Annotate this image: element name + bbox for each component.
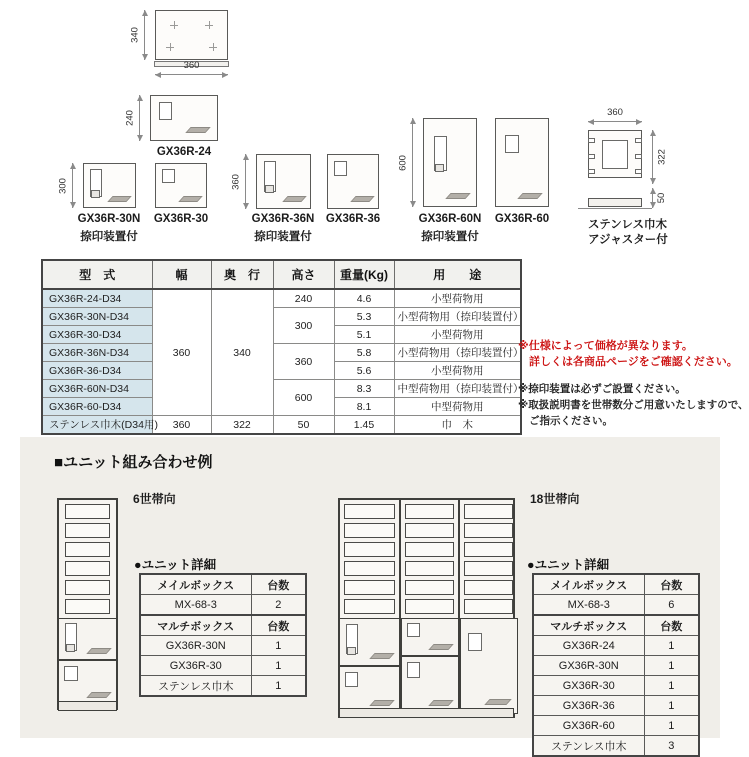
mail-slot — [464, 504, 513, 519]
frame-opening — [602, 140, 628, 169]
mail-slot — [65, 523, 110, 538]
height-cell: 50 — [273, 416, 334, 435]
mount-tab — [588, 169, 595, 174]
dimension-322: 322 — [652, 130, 653, 184]
mail-slot — [405, 542, 454, 557]
weight-cell: 5.3 — [334, 308, 394, 326]
ground-line — [578, 208, 652, 209]
door-handle — [369, 653, 394, 659]
weight-cell: 5.1 — [334, 326, 394, 344]
unit-outline — [155, 163, 207, 208]
dimension-300: 300 — [72, 163, 73, 208]
door-gx36r-30 — [58, 660, 117, 705]
door-handle — [428, 644, 453, 650]
window — [468, 633, 482, 651]
bullet-icon: ● — [527, 558, 535, 572]
stamp-device — [265, 185, 274, 193]
dimension-360: 360 — [155, 74, 228, 75]
mail-slot — [464, 599, 513, 614]
use-cell: 中型荷物用（捺印装置付） — [394, 380, 521, 398]
window — [64, 666, 78, 681]
window — [159, 102, 172, 120]
weight-cell: 5.8 — [334, 344, 394, 362]
mail-slot — [344, 523, 395, 538]
detail-row: GX36R-24 1 — [533, 636, 699, 656]
use-cell: 小型荷物用 — [394, 326, 521, 344]
door-handle — [369, 700, 394, 706]
dimension-360: 360 — [245, 154, 246, 209]
detail-row: GX36R-30 1 — [140, 656, 306, 676]
mount-tab — [588, 138, 595, 143]
door-handle — [86, 648, 111, 654]
door-gx36r-30n — [58, 618, 117, 660]
mount-tab — [635, 169, 642, 174]
catalog-page: 340 360 240 GX36R-24 300 GX36R-30N 捺印装置付 GX36R-30 360 GX36R-36N 捺印装置付 GX36R-36 600 GX36R-60N 捺印装置付 GX36R-60 360 322 50 ステンレス巾木 アジャスター付 型 式 幅 奥 行 高さ 重量(Kg) 用 途 GX36R-24-D34 360 340 240 4.6 小型荷物用 GX36R-30N-D34 300 5.3 小型荷物用（捺印装置付） GX36R-30-D34 5.1 小型荷物用 GX36R-36N-D34 360 5.8 小型荷物用（捺印装置付） GX36R-36-D34 5.6 小型荷物用 GX36R-60N-D34 600 8.3 中型荷物用（捺印装置付） GX36R-60-D34 8.1 中型荷物用 ステンレス巾木(D34用) 360 322 50 1.45 巾 木 ※仕様によって価格が異なります。 詳しくは各商品ページをご確認ください。 ※捺印装置は必ずご設置ください。 ※取扱説明書を世帯数分ご用意いたしますので、 ご指示ください。 ■ユニット組み合わせ例 6世帯向 ●ユニット詳細 メイルボックス 台数 MX-68-3 2 マルチボックス 台数 GX36R-30N 1 GX36R-30 1 ステンレス巾木 1 18世帯向 ●ユニット詳細 メイルボックス 台数 MX-68-3 6 マルチボックス 台数 GX36R-24 1 GX36R-30N 1 GX36R-30 1 GX36R-36 1 GX36R-60 1 ステンレス巾木 3 — [0, 0, 740, 740]
mail-slot — [464, 580, 513, 595]
detail-row: メイルボックス 台数 — [140, 574, 306, 595]
cabinet-18-units — [338, 498, 515, 718]
use-cell: 小型荷物用 — [394, 362, 521, 380]
detail-row: ステンレス巾木 3 — [533, 736, 699, 757]
bullet-icon: ● — [134, 558, 142, 572]
stamp-device — [91, 190, 100, 198]
door-gx36r-30 — [339, 666, 400, 714]
door-gx36r-60 — [460, 618, 518, 714]
spec-header-row — [42, 260, 521, 289]
stamp-device — [66, 644, 75, 652]
door-handle — [445, 193, 470, 199]
unit-detail-table-18 — [532, 573, 700, 757]
dimension-240: 240 — [139, 95, 140, 141]
detail-row: GX36R-36 1 — [533, 696, 699, 716]
mail-slot — [344, 580, 395, 595]
spec-row — [42, 289, 521, 308]
model-cell: GX36R-30-D34 — [42, 326, 152, 344]
detail-row: MX-68-3 6 — [533, 595, 699, 616]
mail-slot — [344, 542, 395, 557]
door-handle — [178, 196, 202, 202]
door-gx36r-30n — [339, 618, 400, 666]
model-cell: GX36R-36-D34 — [42, 362, 152, 380]
height-cell: 240 — [273, 289, 334, 308]
cabinet-column — [340, 500, 399, 716]
mail-slot — [65, 542, 110, 557]
window — [505, 135, 519, 153]
detail-row: GX36R-30 1 — [533, 676, 699, 696]
model-cell: GX36R-30N-D34 — [42, 308, 152, 326]
use-cell: 巾 木 — [394, 416, 521, 435]
model-cell: GX36R-36N-D34 — [42, 344, 152, 362]
door-handle — [428, 700, 453, 706]
door-handle — [517, 193, 542, 199]
model-cell: ステンレス巾木(D34用) — [42, 416, 152, 435]
spec-row — [42, 344, 521, 362]
manual-note-line2: ご指示ください。 — [529, 415, 613, 427]
height-cell: 300 — [273, 308, 334, 344]
window — [407, 623, 420, 637]
col-header-use: 用 途 — [394, 260, 521, 289]
detail-row: MX-68-3 2 — [140, 595, 306, 616]
col-header-model: 型 式 — [42, 260, 152, 289]
height-cell: 600 — [273, 380, 334, 416]
stainless-skirt — [58, 701, 117, 711]
mail-slot — [464, 561, 513, 576]
dimension-50: 50 — [652, 188, 653, 208]
detail-row: GX36R-30N 1 — [533, 656, 699, 676]
cabinet-18-label: 18世帯向 — [530, 492, 580, 506]
manual-note-line1: ※取扱説明書を世帯数分ご用意いたしますので、 — [518, 399, 749, 411]
cabinet-column — [458, 500, 517, 716]
col-header-width: 幅 — [152, 260, 211, 289]
model-cell: GX36R-60N-D34 — [42, 380, 152, 398]
spec-row — [42, 308, 521, 326]
spec-row — [42, 416, 521, 435]
base-frame-outline — [588, 130, 642, 178]
mail-slot — [464, 523, 513, 538]
mail-slot — [405, 504, 454, 519]
dimension-360: 360 — [588, 121, 642, 122]
col-header-weight: 重量(Kg) — [334, 260, 394, 289]
detail-row: ステンレス巾木 1 — [140, 676, 306, 697]
depth-cell: 340 — [211, 289, 273, 416]
mail-slot — [344, 599, 395, 614]
mail-slot — [405, 523, 454, 538]
mount-tab — [588, 154, 595, 159]
weight-cell: 8.1 — [334, 398, 394, 416]
unit-combination-section — [20, 437, 720, 753]
skirt-strip — [588, 198, 642, 207]
detail-row: メイルボックス 台数 — [533, 574, 699, 595]
stainless-skirt — [339, 708, 514, 718]
mail-slot — [344, 561, 395, 576]
unit-outline — [423, 118, 477, 207]
door-handle — [185, 127, 210, 133]
window — [345, 672, 358, 687]
cabinet-6-label: 6世帯向 — [133, 492, 176, 506]
door-handle — [107, 196, 131, 202]
mail-slot — [65, 580, 110, 595]
screw-mark-icon — [205, 21, 213, 29]
price-note-line1: ※仕様によって価格が異なります。 — [518, 340, 693, 352]
use-cell: 小型荷物用（捺印装置付） — [394, 344, 521, 362]
price-note-line2: 詳しくは各商品ページをご確認ください。 — [529, 356, 738, 368]
screw-mark-icon — [209, 43, 217, 51]
top-view-outline — [155, 10, 228, 60]
use-cell: 小型荷物用 — [394, 289, 521, 308]
mail-slot — [405, 580, 454, 595]
unit-outline — [256, 154, 311, 209]
width-cell: 360 — [152, 289, 211, 416]
mail-slot — [65, 561, 110, 576]
mail-slot — [405, 561, 454, 576]
stamp-note: ※捺印装置は必ずご設置ください。 — [518, 383, 686, 395]
unit-outline — [495, 118, 549, 207]
unit-detail-table-6 — [139, 573, 307, 697]
door-gx36r-36 — [401, 656, 459, 714]
door-handle — [282, 196, 306, 202]
weight-cell: 1.45 — [334, 416, 394, 435]
unit-outline — [327, 154, 379, 209]
weight-cell: 5.6 — [334, 362, 394, 380]
model-cell: GX36R-24-D34 — [42, 289, 152, 308]
weight-cell: 8.3 — [334, 380, 394, 398]
detail-row: マルチボックス 台数 — [140, 615, 306, 636]
door-handle — [350, 196, 374, 202]
mail-slot — [405, 599, 454, 614]
mail-slot — [65, 504, 110, 519]
mount-tab — [635, 138, 642, 143]
window — [407, 662, 420, 678]
screw-mark-icon — [170, 21, 178, 29]
door-gx36r-24 — [401, 618, 459, 656]
detail-row: GX36R-60 1 — [533, 716, 699, 736]
section-title: ■ユニット組み合わせ例 — [54, 454, 213, 471]
col-header-height: 高さ — [273, 260, 334, 289]
detail-row: マルチボックス 台数 — [533, 615, 699, 636]
cabinet-6-units — [57, 498, 118, 710]
mail-slot — [464, 542, 513, 557]
door-handle — [484, 699, 511, 705]
door-handle — [86, 692, 111, 698]
unit-detail-title-6: ●ユニット詳細 — [134, 558, 217, 572]
mount-tab — [635, 154, 642, 159]
spec-table — [41, 259, 522, 435]
mail-slot — [344, 504, 395, 519]
stamp-device — [347, 647, 356, 655]
window — [162, 169, 175, 183]
use-cell: 中型荷物用 — [394, 398, 521, 416]
height-cell: 360 — [273, 344, 334, 380]
weight-cell: 4.6 — [334, 289, 394, 308]
depth-cell: 322 — [211, 416, 273, 435]
unit-outline — [83, 163, 136, 208]
spec-row — [42, 380, 521, 398]
unit-detail-title-18: ●ユニット詳細 — [527, 558, 610, 572]
stamp-device — [435, 164, 444, 172]
detail-row: GX36R-30N 1 — [140, 636, 306, 656]
mail-slot — [65, 599, 110, 614]
dimension-340: 340 — [144, 10, 145, 60]
unit-outline — [150, 95, 218, 141]
model-cell: GX36R-60-D34 — [42, 398, 152, 416]
col-header-depth: 奥 行 — [211, 260, 273, 289]
window — [334, 161, 347, 176]
cabinet-column — [399, 500, 458, 716]
screw-mark-icon — [166, 43, 174, 51]
width-cell: 360 — [152, 416, 211, 435]
use-cell: 小型荷物用（捺印装置付） — [394, 308, 521, 326]
dimension-600: 600 — [412, 118, 413, 207]
section-marker-icon: ■ — [54, 454, 64, 471]
